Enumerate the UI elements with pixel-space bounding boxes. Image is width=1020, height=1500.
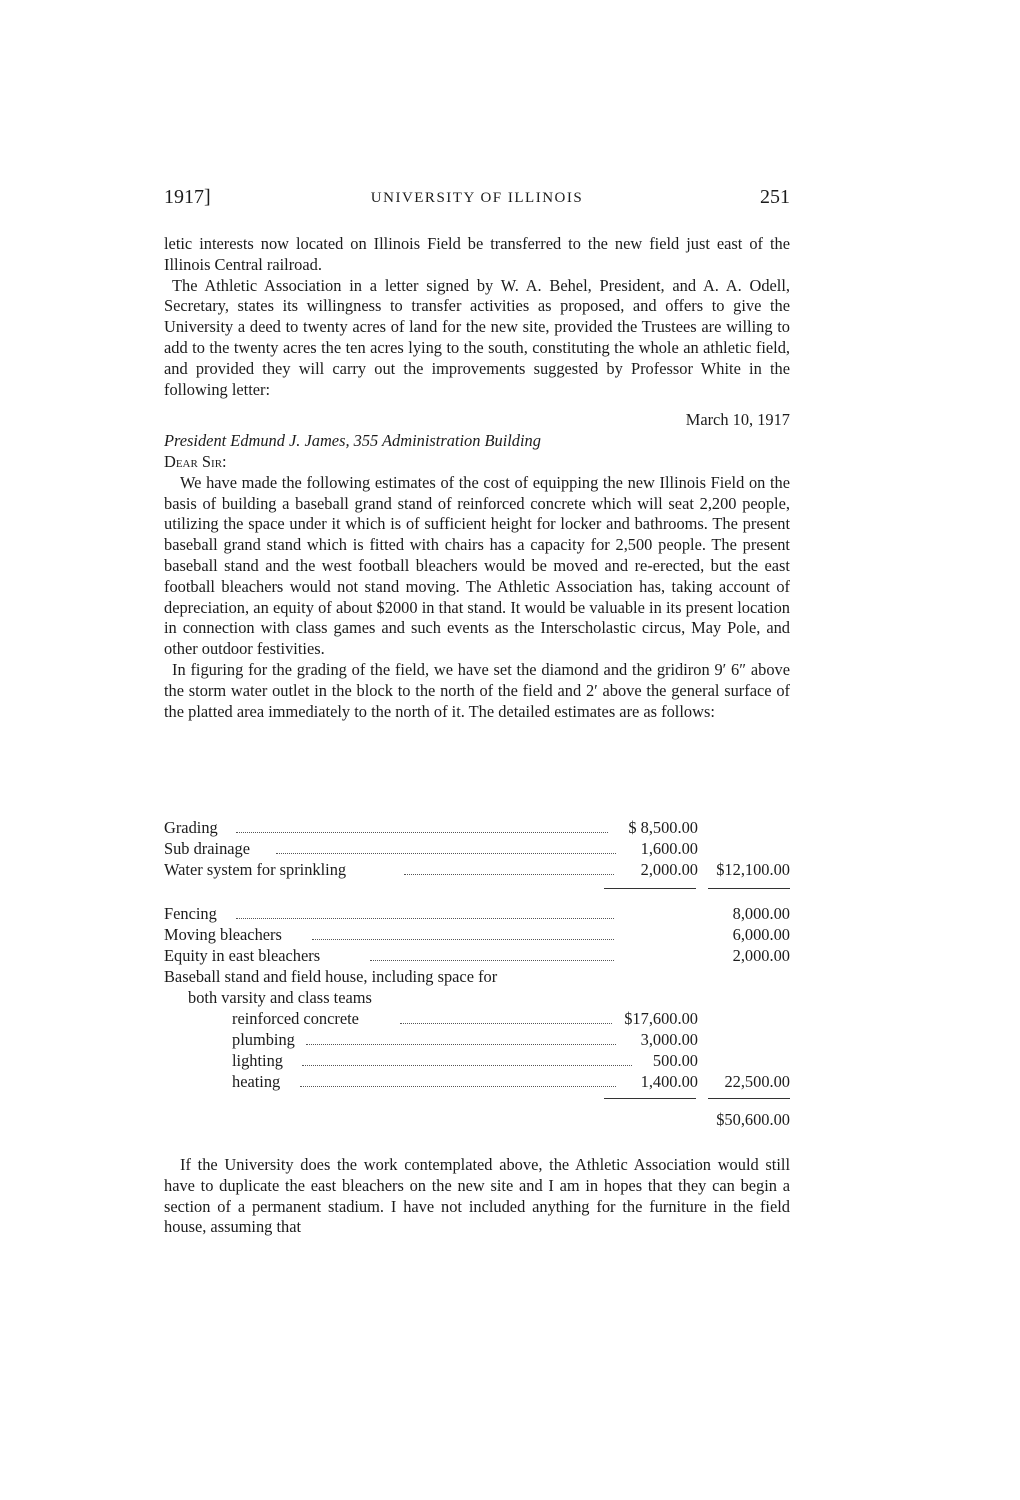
estimate-row <box>164 924 790 945</box>
closing-text <box>164 1155 790 1238</box>
leader-dots <box>236 918 614 919</box>
estimate-label: Moving bleachers <box>164 925 282 944</box>
page-number: 251 <box>760 186 790 208</box>
subtotal-rule <box>708 888 790 889</box>
total-rule <box>604 1098 696 1099</box>
estimate-label: heating <box>232 1072 281 1091</box>
estimate-row <box>164 945 790 966</box>
estimate-label: Water system for sprinkling <box>164 860 347 879</box>
estimate-label: lighting <box>232 1051 283 1070</box>
header-title: UNIVERSITY OF ILLINOIS <box>370 190 584 206</box>
leader-dots <box>404 874 614 875</box>
rule-gap <box>164 880 790 903</box>
estimate-subtotal: 8,000.00 <box>732 904 790 923</box>
letter-paragraph: We have made the following estimates of the cost of equipping the new Illinois Field on the basis of building a baseball grand stand of reinforced concrete which will seat 2,200 people, utilizing the space under it which is of sufficient height for locker and bathrooms. The present baseball grand stand which is fitted with chairs has a capacity for 2,500 people. The present baseball stand and the west football bleachers would be moved and re-erected, but the east football bleachers would not stand moving. The Athletic Association has, taking account of depreciation, an equity of about $2000 in that stand. It would be valuable in its present location in connection with class games and such events as the Interscholastic circus, May Pole, and other outdoor festivities. <box>164 472 790 659</box>
letter-salutation: Dear Sir: <box>164 451 227 471</box>
rule-gap <box>164 1092 790 1109</box>
estimate-label: both varsity and class teams <box>188 988 372 1007</box>
estimate-label: Grading <box>164 818 218 837</box>
estimate-row <box>164 1008 790 1029</box>
leader-dots <box>312 939 614 940</box>
leader-dots <box>276 853 616 854</box>
estimate-subtotal: 22,500.00 <box>724 1072 790 1091</box>
paragraph: letic interests now located on Illinois Field be transferred to the new field just east of the Illinois Central railroad. <box>164 234 790 274</box>
estimate-row <box>164 838 790 859</box>
paragraph: The Athletic Association in a letter signed by W. A. Behel, President, and A. A. Odell, Secretary, states its willingness to transfer activities as proposed, and offers to give the University a deed to twenty acres of land for the new site, provided the Trustees are willing to add to the twenty acres the ten acres lying to the south, constituting the whole an athletic field, and provided they will carry out the improvements suggested by Professor White in the following letter: <box>164 275 790 399</box>
estimates-table <box>164 817 790 1130</box>
leader-dots <box>302 1065 632 1066</box>
leader-dots <box>370 960 614 961</box>
letter-addressee: President Edmund J. James, 355 Administration Building <box>164 431 541 451</box>
estimate-amount: $17,600.00 <box>624 1009 698 1028</box>
estimate-label: Equity in east bleachers <box>164 946 321 965</box>
estimate-row <box>164 1029 790 1050</box>
grand-total-row <box>164 1109 790 1130</box>
total-rule <box>708 1098 790 1099</box>
estimate-amount: 1,400.00 <box>640 1072 698 1091</box>
estimate-label: reinforced concrete <box>232 1009 359 1028</box>
estimate-amount: 3,000.00 <box>640 1030 698 1049</box>
leader-dots <box>300 1086 616 1087</box>
letter-date: March 10, 1917 <box>685 410 790 430</box>
letter-paragraph: In figuring for the grading of the field, we have set the diamond and the gridiron 9′ 6″ above the storm water outlet in the block to the north of the field and 2′ above the general surface of the platted area immediately to the north of it. The detailed estimates are as follows: <box>164 659 790 721</box>
grand-total: $50,600.00 <box>716 1110 790 1129</box>
estimate-label: Fencing <box>164 904 217 923</box>
estimate-label: plumbing <box>232 1030 295 1049</box>
leader-dots <box>306 1044 616 1045</box>
estimate-row <box>164 1050 790 1071</box>
leader-dots <box>400 1023 612 1024</box>
body-text <box>164 234 790 722</box>
estimate-subtotal: $12,100.00 <box>716 860 790 879</box>
estimate-row <box>164 1071 790 1092</box>
estimate-row <box>164 987 790 1008</box>
running-header <box>164 186 790 212</box>
estimate-subtotal: 6,000.00 <box>732 925 790 944</box>
estimate-amount: $ 8,500.00 <box>628 818 698 837</box>
estimate-row <box>164 859 790 880</box>
estimate-row <box>164 966 790 987</box>
leader-dots <box>236 832 608 833</box>
estimate-amount: 2,000.00 <box>640 860 698 879</box>
letter-paragraph: If the University does the work contemplated above, the Athletic Association would still have to duplicate the east bleachers on the new site and I am in hopes that they can begin a section of a permanent stadium. I have not included anything for the furniture in the field house, assuming that <box>164 1155 790 1237</box>
estimate-row <box>164 903 790 924</box>
estimate-row <box>164 817 790 838</box>
estimate-label: Baseball stand and field house, including space for <box>164 967 498 986</box>
estimate-label: Sub drainage <box>164 839 251 858</box>
header-year: 1917] <box>164 186 211 208</box>
estimate-amount: 500.00 <box>652 1051 698 1070</box>
estimate-amount: 1,600.00 <box>640 839 698 858</box>
estimate-subtotal: 2,000.00 <box>732 946 790 965</box>
subtotal-rule <box>604 888 696 889</box>
